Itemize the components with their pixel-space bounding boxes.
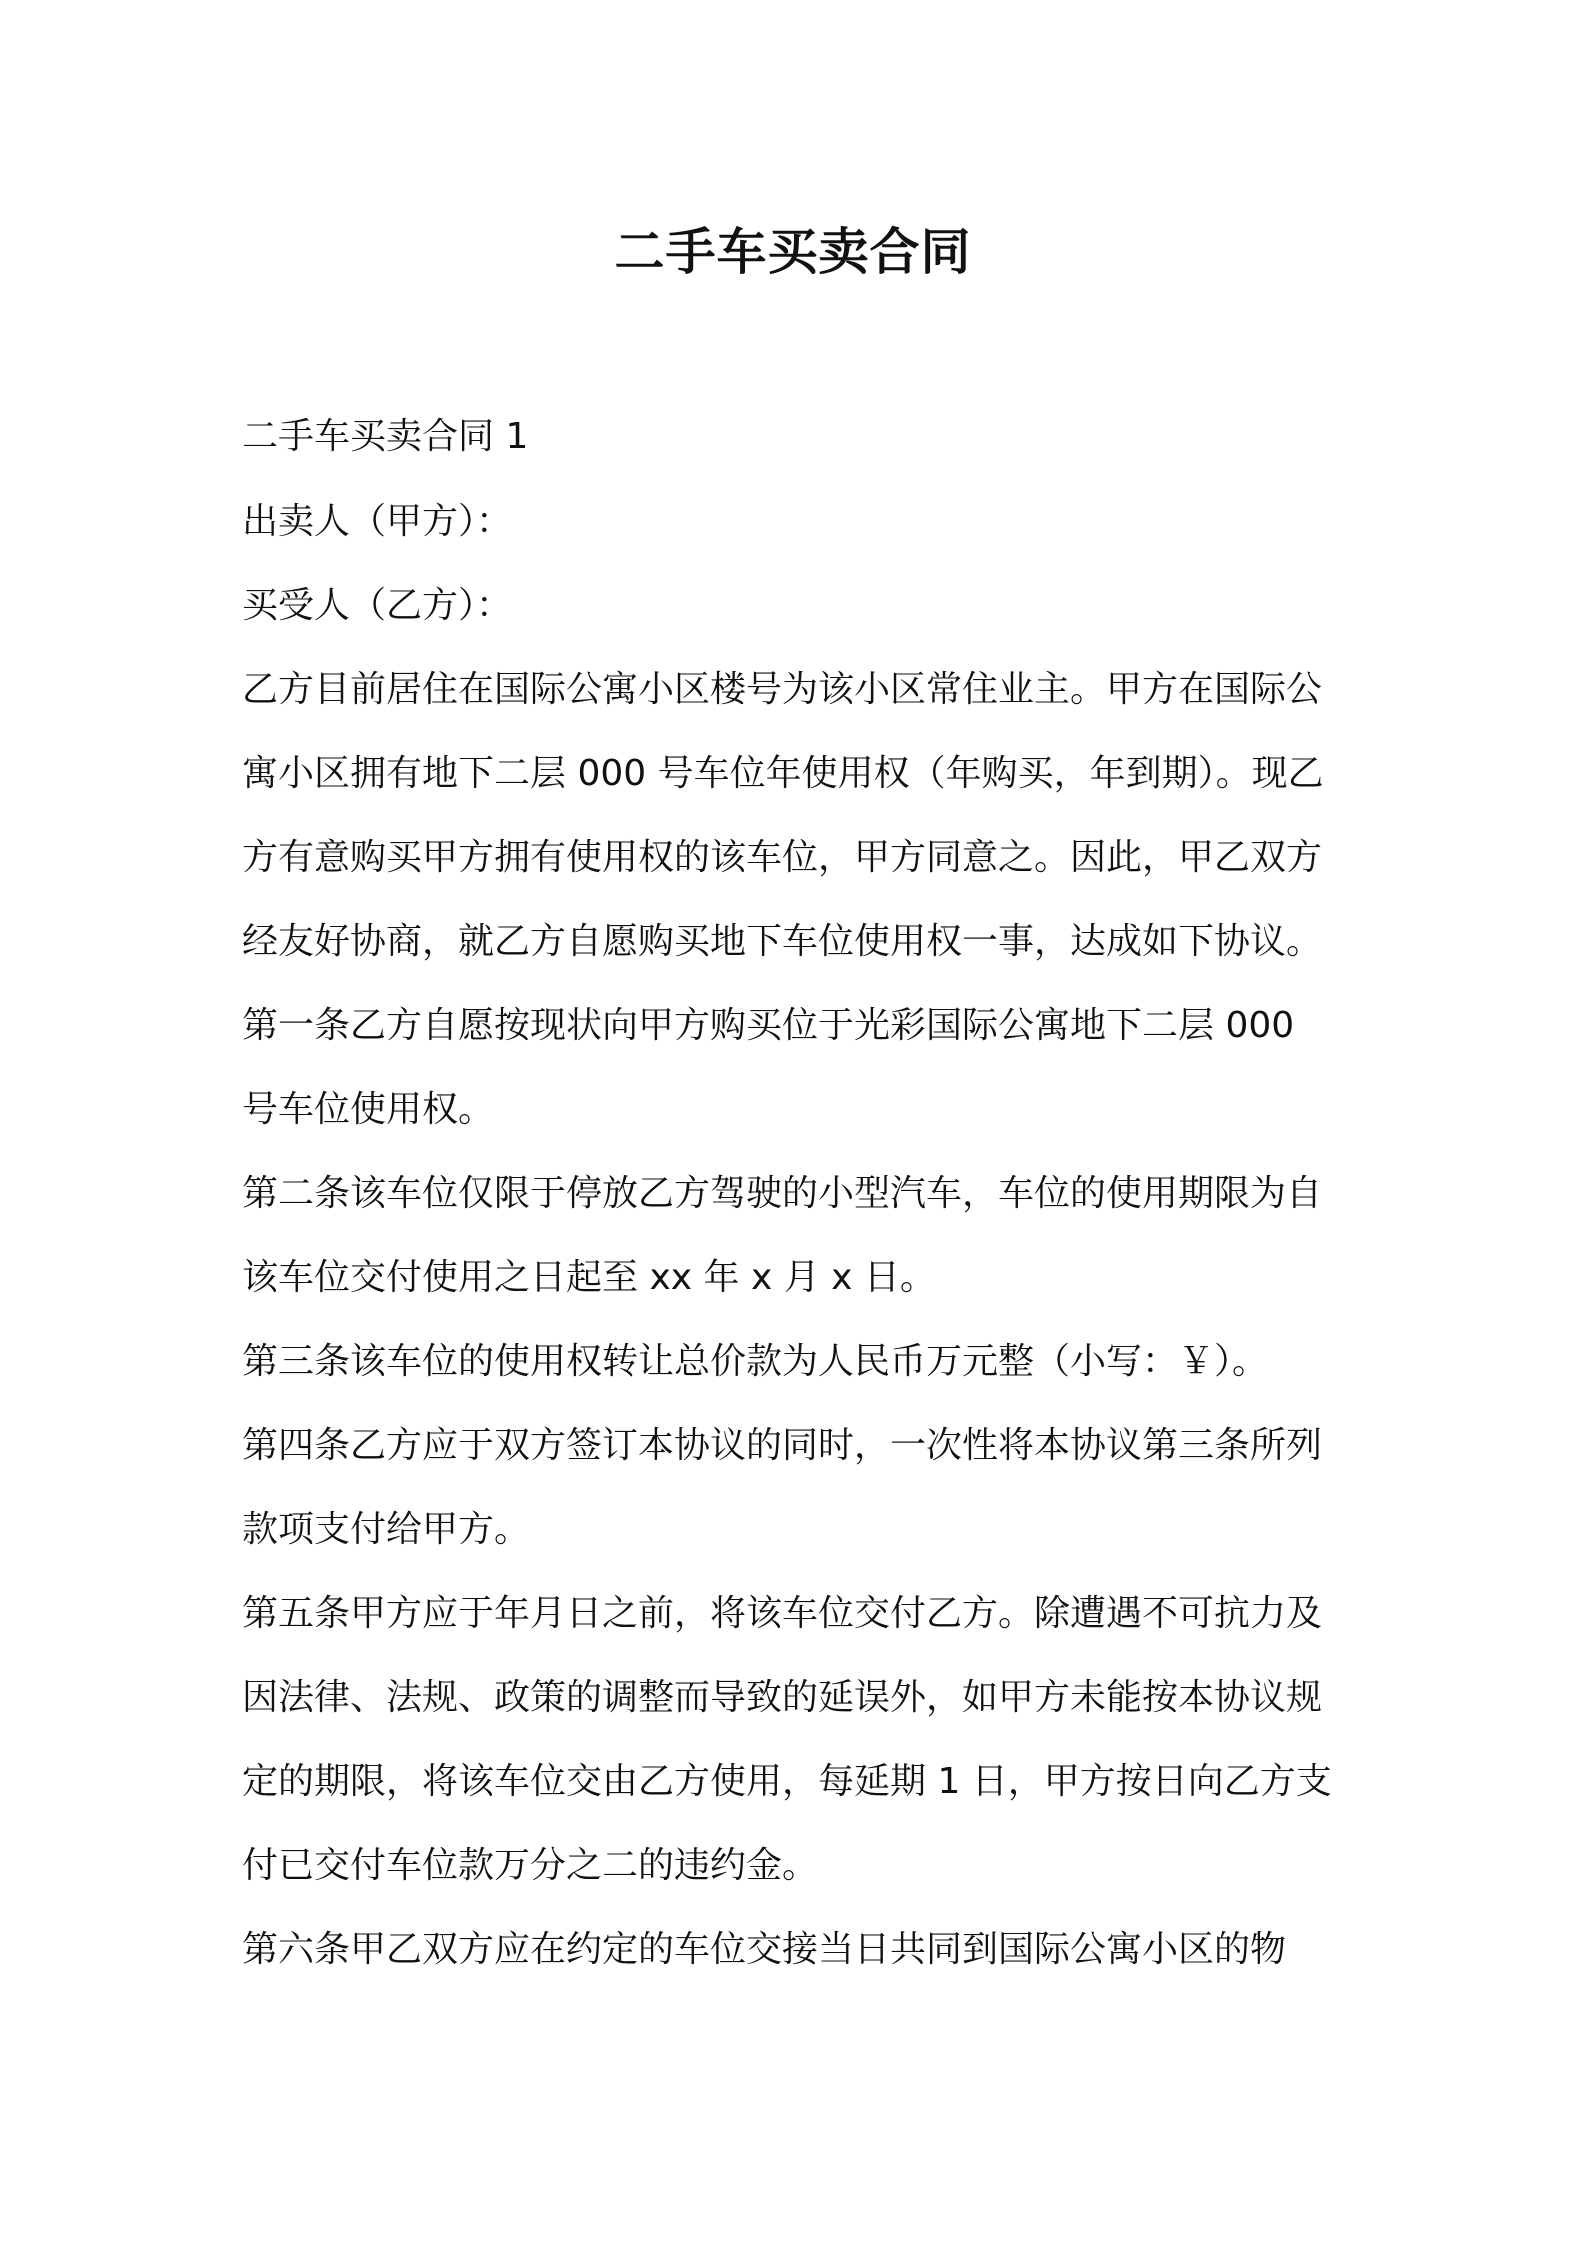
- body-line: 方有意购买甲方拥有使用权的该车位，甲方同意之。因此，甲乙双方: [242, 837, 1323, 878]
- article-5-line: 因法律、法规、政策的调整而导致的延误外，如甲方未能按本协议规: [242, 1677, 1323, 1718]
- article-5-line: 第五条甲方应于年月日之前，将该车位交付乙方。除遭遇不可抗力及: [242, 1593, 1323, 1634]
- body-line: 乙方目前居住在国际公寓小区楼号为该小区常住业主。甲方在国际公: [242, 669, 1323, 710]
- article-1-line: 号车位使用权。: [242, 1089, 495, 1130]
- article-6-line: 第六条甲乙双方应在约定的车位交接当日共同到国际公寓小区的物: [242, 1929, 1287, 1970]
- document-title: 二手车买卖合同: [614, 223, 972, 281]
- article-2-line: 第二条该车位仅限于停放乙方驾驶的小型汽车，车位的使用期限为自: [242, 1173, 1323, 1214]
- article-4-line: 第四条乙方应于双方签订本协议的同时，一次性将本协议第三条所列: [242, 1425, 1323, 1466]
- article-1-line: 第一条乙方自愿按现状向甲方购买位于光彩国际公寓地下二层 000: [242, 1005, 1295, 1046]
- article-3-line: 第三条该车位的使用权转让总价款为人民币万元整（小写：￥）。: [242, 1341, 1269, 1382]
- body-line: 寓小区拥有地下二层 000 号车位年使用权（年购买，年到期）。现乙: [242, 753, 1324, 794]
- article-2-line: 该车位交付使用之日起至 xx 年 x 月 x 日。: [242, 1257, 936, 1298]
- article-5-line: 定的期限，将该车位交由乙方使用，每延期 1 日，甲方按日向乙方支: [242, 1761, 1332, 1802]
- article-4-line: 款项支付给甲方。: [242, 1509, 531, 1550]
- body-line: 经友好协商，就乙方自愿购买地下车位使用权一事，达成如下协议。: [242, 921, 1323, 962]
- seller-line: 出卖人（甲方）：: [242, 501, 513, 542]
- article-5-line: 付已交付车位款万分之二的违约金。: [242, 1845, 819, 1886]
- buyer-line: 买受人（乙方）：: [242, 585, 513, 626]
- subtitle-line: 二手车买卖合同 1: [242, 416, 529, 457]
